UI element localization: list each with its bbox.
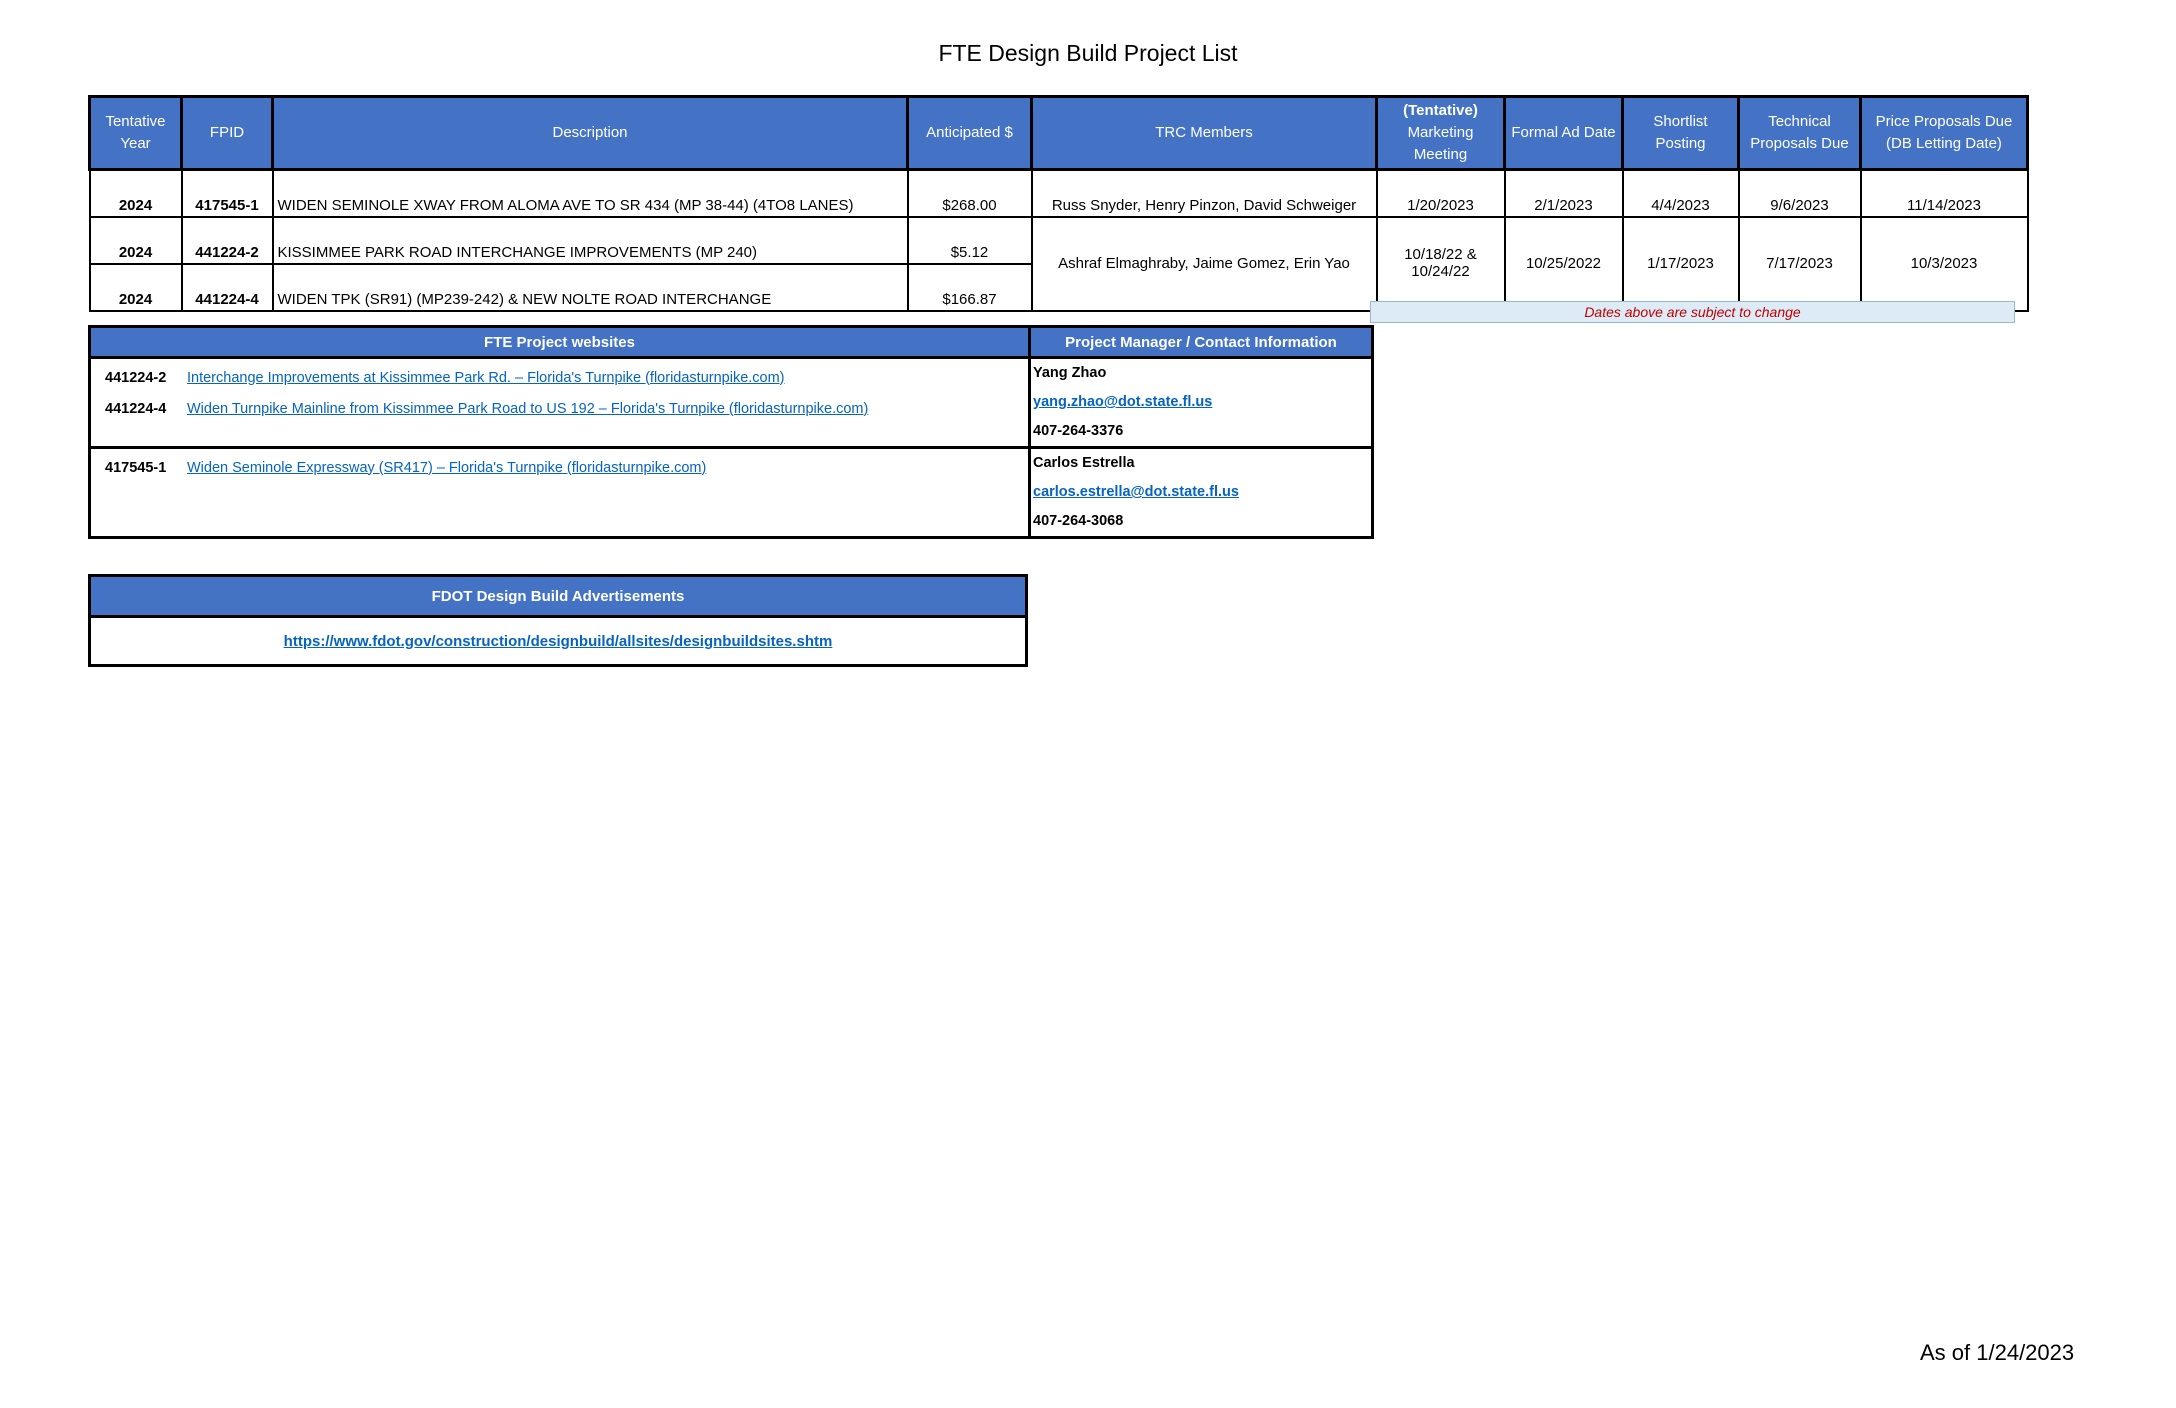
- cell-technical-merged: 7/17/2023: [1739, 217, 1861, 311]
- cell-price-merged: 10/3/2023: [1861, 217, 2028, 311]
- sites-cell: [90, 358, 1030, 448]
- cell-marketing: 1/20/2023: [1377, 170, 1505, 218]
- contact-phone: 407-264-3376: [1033, 423, 1124, 439]
- dates-note: Dates above are subject to change: [1370, 301, 2015, 323]
- site-fpid: 441224-2: [105, 369, 167, 386]
- cell-year: 2024: [90, 217, 182, 264]
- header-formal-ad: Formal Ad Date: [1505, 97, 1623, 170]
- header-shortlist: Shortlist Posting: [1623, 97, 1739, 170]
- cell-fpid: 441224-2: [182, 217, 273, 264]
- cell-year: 2024: [90, 170, 182, 218]
- contact-email-link[interactable]: carlos.estrella@dot.state.fl.us: [1033, 484, 1239, 500]
- website-group: [90, 358, 1373, 448]
- project-table: [88, 95, 2029, 312]
- site-link-widen-seminole-expressway[interactable]: Widen Seminole Expressway (SR417) – Florida's Turnpike (floridasturnpike.com): [187, 459, 707, 476]
- site-entry: [91, 362, 1028, 393]
- cell-anticipated: $5.12: [908, 217, 1032, 264]
- cell-description: KISSIMMEE PARK ROAD INTERCHANGE IMPROVEMENTS (MP 240): [273, 217, 908, 264]
- cell-trc: Russ Snyder, Henry Pinzon, David Schweiger: [1032, 170, 1377, 218]
- header-description: Description: [273, 97, 908, 170]
- cell-formal-ad: 2/1/2023: [1505, 170, 1623, 218]
- cell-description: WIDEN SEMINOLE XWAY FROM ALOMA AVE TO SR 434 (MP 38-44) (4TO8 LANES): [273, 170, 908, 218]
- header-fpid: FPID: [182, 97, 273, 170]
- cell-trc-merged: Ashraf Elmaghraby, Jaime Gomez, Erin Yao: [1032, 217, 1377, 311]
- contact-name: Yang Zhao: [1033, 365, 1107, 381]
- header-marketing-meeting: [1377, 97, 1505, 170]
- site-fpid: 441224-4: [105, 400, 167, 417]
- header-contact-info: Project Manager / Contact Information: [1030, 327, 1373, 358]
- cell-price: 11/14/2023: [1861, 170, 2028, 218]
- table-row: [90, 170, 2028, 218]
- cell-fpid: 441224-4: [182, 264, 273, 311]
- cell-formal-ad-merged: 10/25/2022: [1505, 217, 1623, 311]
- site-entry: [91, 452, 1028, 483]
- header-price: Price Proposals Due (DB Letting Date): [1861, 97, 2028, 170]
- contact-cell: [1030, 358, 1373, 448]
- header-fdot-ads: FDOT Design Build Advertisements: [90, 576, 1027, 617]
- header-trc-members: TRC Members: [1032, 97, 1377, 170]
- contact-name: Carlos Estrella: [1033, 455, 1135, 471]
- site-link-kissimmee-park-interchange[interactable]: Interchange Improvements at Kissimmee Park Rd. – Florida's Turnpike (floridasturnpike.com): [187, 369, 785, 386]
- ads-link-cell: [90, 617, 1027, 666]
- contact-cell: [1030, 448, 1373, 538]
- table-row: [90, 217, 2028, 264]
- header-tentative-year: Tentative Year: [90, 97, 182, 170]
- contact-phone: 407-264-3068: [1033, 513, 1124, 529]
- header-marketing-tentative: (Tentative): [1403, 102, 1478, 119]
- fdot-design-build-link[interactable]: https://www.fdot.gov/construction/designbuild/allsites/designbuildsites.shtm: [283, 632, 833, 650]
- cell-shortlist: 4/4/2023: [1623, 170, 1739, 218]
- cell-anticipated: $268.00: [908, 170, 1032, 218]
- cell-description: WIDEN TPK (SR91) (MP239-242) & NEW NOLTE ROAD INTERCHANGE: [273, 264, 908, 311]
- websites-table: [88, 325, 1374, 539]
- cell-marketing-merged: 10/18/22 & 10/24/22: [1377, 217, 1505, 311]
- header-marketing-label: Marketing Meeting: [1407, 124, 1474, 163]
- website-group: [90, 448, 1373, 538]
- site-link-widen-turnpike-mainline[interactable]: Widen Turnpike Mainline from Kissimmee Park Road to US 192 – Florida's Turnpike (floridasturnpike.com): [187, 400, 869, 417]
- cell-fpid: 417545-1: [182, 170, 273, 218]
- contact-email-link[interactable]: yang.zhao@dot.state.fl.us: [1033, 394, 1213, 410]
- cell-technical: 9/6/2023: [1739, 170, 1861, 218]
- cell-year: 2024: [90, 264, 182, 311]
- header-technical: Technical Proposals Due: [1739, 97, 1861, 170]
- header-anticipated: Anticipated $: [908, 97, 1032, 170]
- site-fpid: 417545-1: [105, 459, 167, 476]
- site-entry: [91, 393, 1028, 424]
- sites-cell: [90, 448, 1030, 538]
- cell-shortlist-merged: 1/17/2023: [1623, 217, 1739, 311]
- header-project-websites: FTE Project websites: [90, 327, 1030, 358]
- as-of-date: As of 1/24/2023: [1920, 1340, 2075, 1365]
- page-title: FTE Design Build Project List: [938, 40, 1238, 66]
- ads-table: [88, 574, 1028, 667]
- cell-anticipated: $166.87: [908, 264, 1032, 311]
